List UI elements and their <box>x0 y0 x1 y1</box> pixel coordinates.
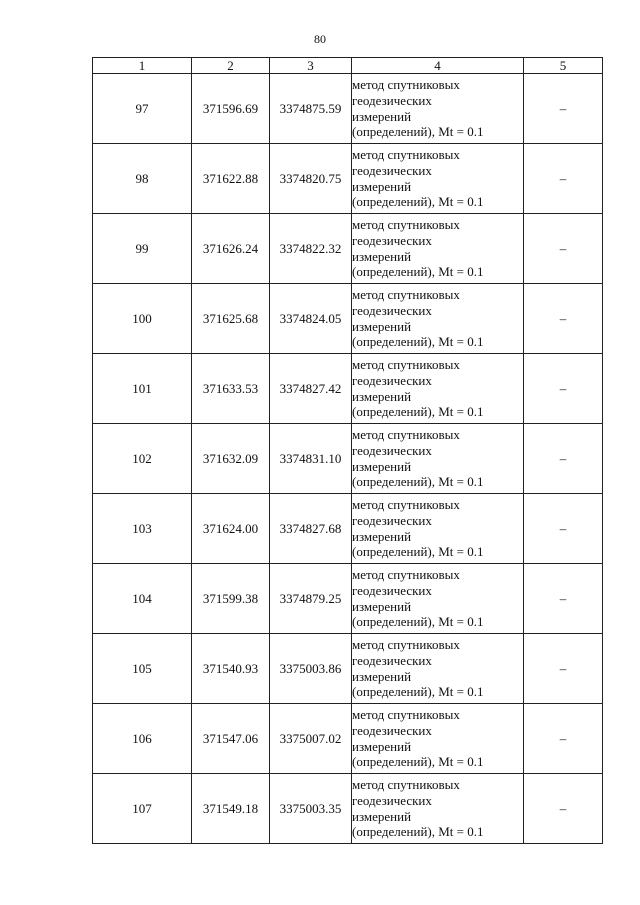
method-text-line: измерений <box>352 598 412 614</box>
point-number-cell: 100 <box>93 284 192 354</box>
page-number: 80 <box>314 32 326 46</box>
method-text-line: метод спутниковых <box>352 427 460 443</box>
method-cell <box>352 494 524 564</box>
point-number-cell: 103 <box>93 494 192 564</box>
method-text-line: геодезических <box>352 92 432 108</box>
header-row <box>93 58 603 74</box>
note-cell: – <box>524 284 603 354</box>
x-coordinate-cell: 371626.24 <box>192 214 270 284</box>
method-text-line: (определений), Mt = 0.1 <box>352 124 484 140</box>
method-cell <box>352 214 524 284</box>
method-text-line: измерений <box>352 738 412 754</box>
y-coordinate-cell: 3374827.42 <box>270 354 352 424</box>
x-coordinate-cell: 371547.06 <box>192 704 270 774</box>
table-row <box>93 74 603 144</box>
method-text-line: геодезических <box>352 302 432 318</box>
method-cell <box>352 704 524 774</box>
method-cell <box>352 564 524 634</box>
method-text-line: измерений <box>352 668 412 684</box>
x-coordinate-cell: 371599.38 <box>192 564 270 634</box>
y-coordinate-cell: 3375007.02 <box>270 704 352 774</box>
table-row <box>93 144 603 214</box>
table-row <box>93 284 603 354</box>
method-text-line: геодезических <box>352 442 432 458</box>
table-row <box>93 634 603 704</box>
method-cell <box>352 634 524 704</box>
method-text-line: геодезических <box>352 582 432 598</box>
y-coordinate-cell: 3374831.10 <box>270 424 352 494</box>
method-text-line: измерений <box>352 178 412 194</box>
point-number-cell: 104 <box>93 564 192 634</box>
y-coordinate-cell: 3374875.59 <box>270 74 352 144</box>
method-text-line: (определений), Mt = 0.1 <box>352 404 484 420</box>
method-text-line: измерений <box>352 528 412 544</box>
table-row <box>93 494 603 564</box>
method-text-line: метод спутниковых <box>352 497 460 513</box>
header-col-4: 4 <box>352 58 524 74</box>
table-row <box>93 704 603 774</box>
x-coordinate-cell: 371625.68 <box>192 284 270 354</box>
table-row <box>93 424 603 494</box>
coordinates-table <box>92 57 603 844</box>
point-number-cell: 107 <box>93 774 192 844</box>
x-coordinate-cell: 371596.69 <box>192 74 270 144</box>
method-text-line: (определений), Mt = 0.1 <box>352 684 484 700</box>
point-number-cell: 99 <box>93 214 192 284</box>
method-text-line: измерений <box>352 318 412 334</box>
table-row <box>93 354 603 424</box>
table-body <box>93 74 603 844</box>
method-cell <box>352 74 524 144</box>
x-coordinate-cell: 371622.88 <box>192 144 270 214</box>
table-row <box>93 214 603 284</box>
method-text-line: геодезических <box>352 722 432 738</box>
method-text-line: метод спутниковых <box>352 77 460 93</box>
y-coordinate-cell: 3374879.25 <box>270 564 352 634</box>
method-text-line: метод спутниковых <box>352 217 460 233</box>
method-text-line: метод спутниковых <box>352 357 460 373</box>
method-cell <box>352 424 524 494</box>
method-text-line: метод спутниковых <box>352 147 460 163</box>
x-coordinate-cell: 371624.00 <box>192 494 270 564</box>
method-text-line: геодезических <box>352 792 432 808</box>
y-coordinate-cell: 3374824.05 <box>270 284 352 354</box>
method-text-line: измерений <box>352 108 412 124</box>
method-text-line: (определений), Mt = 0.1 <box>352 474 484 490</box>
point-number-cell: 98 <box>93 144 192 214</box>
note-cell: – <box>524 424 603 494</box>
method-text-line: метод спутниковых <box>352 567 460 583</box>
method-text-line: (определений), Mt = 0.1 <box>352 824 484 840</box>
table-row <box>93 564 603 634</box>
y-coordinate-cell: 3374820.75 <box>270 144 352 214</box>
note-cell: – <box>524 214 603 284</box>
y-coordinate-cell: 3375003.35 <box>270 774 352 844</box>
note-cell: – <box>524 774 603 844</box>
note-cell: – <box>524 74 603 144</box>
method-text-line: измерений <box>352 388 412 404</box>
method-text-line: метод спутниковых <box>352 637 460 653</box>
method-text-line: метод спутниковых <box>352 777 460 793</box>
point-number-cell: 101 <box>93 354 192 424</box>
method-text-line: метод спутниковых <box>352 707 460 723</box>
method-text-line: геодезических <box>352 162 432 178</box>
point-number-cell: 102 <box>93 424 192 494</box>
note-cell: – <box>524 354 603 424</box>
note-cell: – <box>524 634 603 704</box>
method-text-line: измерений <box>352 808 412 824</box>
point-number-cell: 106 <box>93 704 192 774</box>
method-cell <box>352 284 524 354</box>
method-text-line: измерений <box>352 248 412 264</box>
note-cell: – <box>524 494 603 564</box>
x-coordinate-cell: 371632.09 <box>192 424 270 494</box>
point-number-cell: 105 <box>93 634 192 704</box>
method-text-line: (определений), Mt = 0.1 <box>352 614 484 630</box>
y-coordinate-cell: 3374827.68 <box>270 494 352 564</box>
method-text-line: геодезических <box>352 652 432 668</box>
note-cell: – <box>524 144 603 214</box>
header-col-1: 1 <box>93 58 192 74</box>
method-text-line: метод спутниковых <box>352 287 460 303</box>
method-text-line: (определений), Mt = 0.1 <box>352 194 484 210</box>
note-cell: – <box>524 704 603 774</box>
method-text-line: геодезических <box>352 372 432 388</box>
method-text-line: геодезических <box>352 232 432 248</box>
method-text-line: измерений <box>352 458 412 474</box>
method-cell <box>352 144 524 214</box>
method-cell <box>352 774 524 844</box>
header-col-5: 5 <box>524 58 603 74</box>
note-cell: – <box>524 564 603 634</box>
method-text-line: (определений), Mt = 0.1 <box>352 264 484 280</box>
y-coordinate-cell: 3375003.86 <box>270 634 352 704</box>
x-coordinate-cell: 371549.18 <box>192 774 270 844</box>
method-text-line: (определений), Mt = 0.1 <box>352 754 484 770</box>
method-text-line: геодезических <box>352 512 432 528</box>
x-coordinate-cell: 371633.53 <box>192 354 270 424</box>
header-col-2: 2 <box>192 58 270 74</box>
header-col-3: 3 <box>270 58 352 74</box>
method-text-line: (определений), Mt = 0.1 <box>352 334 484 350</box>
method-cell <box>352 354 524 424</box>
y-coordinate-cell: 3374822.32 <box>270 214 352 284</box>
point-number-cell: 97 <box>93 74 192 144</box>
method-text-line: (определений), Mt = 0.1 <box>352 544 484 560</box>
table-row <box>93 774 603 844</box>
x-coordinate-cell: 371540.93 <box>192 634 270 704</box>
